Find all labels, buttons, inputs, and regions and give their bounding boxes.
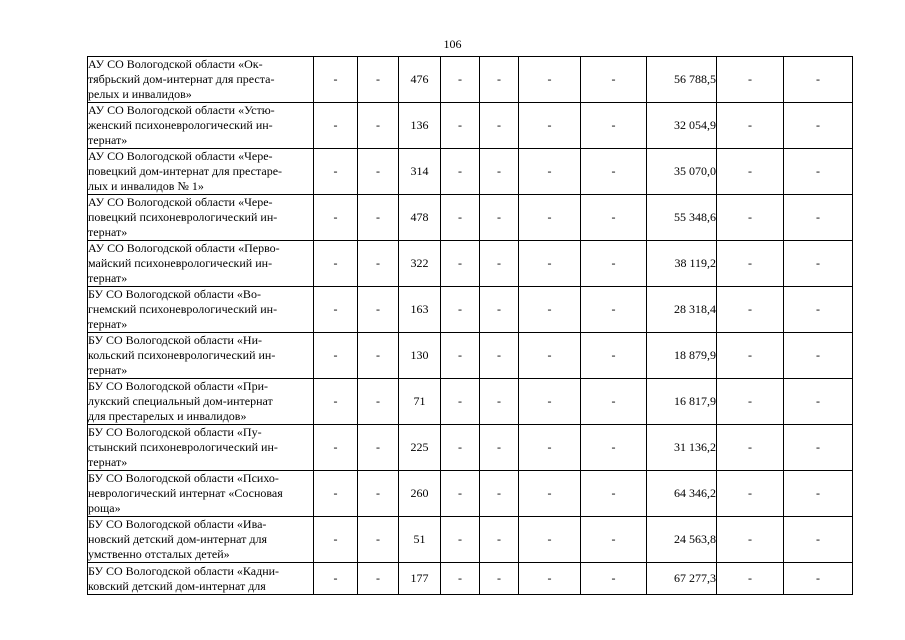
table-cell: -	[581, 195, 647, 241]
table-cell: -	[441, 241, 480, 287]
table-cell: -	[784, 149, 853, 195]
table-cell: -	[480, 517, 519, 563]
count-cell: 478	[399, 195, 441, 241]
table-cell: -	[581, 149, 647, 195]
table-cell: -	[441, 287, 480, 333]
table-cell: -	[314, 425, 358, 471]
count-cell: 260	[399, 471, 441, 517]
table-cell: -	[358, 241, 399, 287]
count-cell: 476	[399, 57, 441, 103]
table-cell: -	[784, 425, 853, 471]
table-cell: -	[784, 195, 853, 241]
table-cell: -	[581, 287, 647, 333]
table-row	[88, 241, 853, 287]
count-cell: 177	[399, 563, 441, 595]
table-cell: -	[441, 379, 480, 425]
institution-name: АУ СО Вологодской области «Чере- повецкий дом-интернат для престаре- лых и инвалидов № 1»	[88, 149, 314, 195]
table-cell: -	[784, 517, 853, 563]
table-cell: -	[519, 563, 581, 595]
amount-cell: 28 318,4	[647, 287, 717, 333]
table-cell: -	[480, 241, 519, 287]
table-cell: -	[581, 425, 647, 471]
count-cell: 314	[399, 149, 441, 195]
table-row	[88, 149, 853, 195]
table-cell: -	[784, 57, 853, 103]
table-cell: -	[441, 149, 480, 195]
table-cell: -	[717, 563, 784, 595]
table-cell: -	[314, 195, 358, 241]
table-cell: -	[480, 195, 519, 241]
table-cell: -	[480, 287, 519, 333]
institution-name: БУ СО Вологодской области «Ни- кольский психоневрологический ин- тернат»	[88, 333, 314, 379]
institution-name: БУ СО Вологодской области «Пу- стынский психоневрологический ин- тернат»	[88, 425, 314, 471]
table-cell: -	[717, 425, 784, 471]
table-cell: -	[314, 241, 358, 287]
table-cell: -	[441, 195, 480, 241]
table-cell: -	[581, 471, 647, 517]
table-cell: -	[480, 471, 519, 517]
table-cell: -	[784, 287, 853, 333]
table-row	[88, 103, 853, 149]
table-cell: -	[519, 195, 581, 241]
count-cell: 322	[399, 241, 441, 287]
table-cell: -	[784, 471, 853, 517]
count-cell: 163	[399, 287, 441, 333]
amount-cell: 18 879,9	[647, 333, 717, 379]
amount-cell: 32 054,9	[647, 103, 717, 149]
table-cell: -	[581, 57, 647, 103]
table-cell: -	[358, 425, 399, 471]
table-cell: -	[358, 471, 399, 517]
table-cell: -	[519, 517, 581, 563]
table-cell: -	[784, 379, 853, 425]
amount-cell: 35 070,0	[647, 149, 717, 195]
count-cell: 71	[399, 379, 441, 425]
table-cell: -	[581, 517, 647, 563]
amount-cell: 55 348,6	[647, 195, 717, 241]
table-cell: -	[717, 287, 784, 333]
amount-cell: 24 563,8	[647, 517, 717, 563]
table-cell: -	[519, 57, 581, 103]
table-cell: -	[441, 57, 480, 103]
table-cell: -	[519, 425, 581, 471]
amount-cell: 56 788,5	[647, 57, 717, 103]
table-cell: -	[717, 103, 784, 149]
table-cell: -	[314, 563, 358, 595]
table-row	[88, 379, 853, 425]
table-row	[88, 471, 853, 517]
table-cell: -	[717, 379, 784, 425]
table-cell: -	[314, 57, 358, 103]
table-cell: -	[519, 149, 581, 195]
table-cell: -	[581, 563, 647, 595]
table-cell: -	[314, 149, 358, 195]
table-cell: -	[314, 517, 358, 563]
table-cell: -	[581, 241, 647, 287]
page-number: 106	[443, 37, 462, 51]
table-cell: -	[519, 471, 581, 517]
table-cell: -	[314, 287, 358, 333]
table-cell: -	[717, 333, 784, 379]
table-cell: -	[519, 379, 581, 425]
table-row	[88, 57, 853, 103]
table-cell: -	[441, 425, 480, 471]
count-cell: 136	[399, 103, 441, 149]
table-cell: -	[480, 379, 519, 425]
amount-cell: 31 136,2	[647, 425, 717, 471]
table-cell: -	[441, 333, 480, 379]
table-cell: -	[480, 57, 519, 103]
table-cell: -	[717, 57, 784, 103]
table-cell: -	[314, 379, 358, 425]
institution-name: БУ СО Вологодской области «При- лукский специальный дом-интернат для престарелых и инвалидов»	[88, 379, 314, 425]
count-cell: 225	[399, 425, 441, 471]
institution-name: АУ СО Вологодской области «Чере- повецкий психоневрологический ин- тернат»	[88, 195, 314, 241]
table-cell: -	[717, 195, 784, 241]
table-row	[88, 563, 853, 595]
table-cell: -	[519, 333, 581, 379]
amount-cell: 67 277,3	[647, 563, 717, 595]
table-cell: -	[581, 333, 647, 379]
institution-name: БУ СО Вологодской области «Психо- неврологический интернат «Сосновая роща»	[88, 471, 314, 517]
amount-cell: 38 119,2	[647, 241, 717, 287]
table-cell: -	[784, 241, 853, 287]
count-cell: 130	[399, 333, 441, 379]
table-cell: -	[441, 471, 480, 517]
table-cell: -	[314, 471, 358, 517]
table-cell: -	[717, 517, 784, 563]
institutions-table	[87, 56, 853, 595]
table-cell: -	[358, 57, 399, 103]
table-cell: -	[358, 563, 399, 595]
institution-name: БУ СО Вологодской области «Ива- новский детский дом-интернат для умственно отсталых детей»	[88, 517, 314, 563]
table-cell: -	[358, 287, 399, 333]
table-cell: -	[480, 103, 519, 149]
table-row	[88, 425, 853, 471]
table-row	[88, 287, 853, 333]
institution-name: БУ СО Вологодской области «Во- гнемский психоневрологический ин- тернат»	[88, 287, 314, 333]
table-cell: -	[717, 149, 784, 195]
table-cell: -	[784, 333, 853, 379]
table-row	[88, 195, 853, 241]
count-cell: 51	[399, 517, 441, 563]
table-cell: -	[519, 103, 581, 149]
table-cell: -	[480, 333, 519, 379]
table-row	[88, 517, 853, 563]
table-cell: -	[717, 241, 784, 287]
table-cell: -	[358, 379, 399, 425]
table-cell: -	[358, 195, 399, 241]
table-cell: -	[480, 149, 519, 195]
table-cell: -	[519, 241, 581, 287]
amount-cell: 64 346,2	[647, 471, 717, 517]
table-cell: -	[717, 471, 784, 517]
institution-name: АУ СО Вологодской области «Устю- женский психоневрологический ин- тернат»	[88, 103, 314, 149]
institution-name: АУ СО Вологодской области «Перво- майский психоневрологический ин- тернат»	[88, 241, 314, 287]
institution-name: АУ СО Вологодской области «Ок- тябрьский дом-интернат для преста- релых и инвалидов»	[88, 57, 314, 103]
table-cell: -	[480, 425, 519, 471]
table-row	[88, 333, 853, 379]
table-cell: -	[441, 563, 480, 595]
table-cell: -	[441, 517, 480, 563]
amount-cell: 16 817,9	[647, 379, 717, 425]
table-cell: -	[784, 103, 853, 149]
table-cell: -	[358, 333, 399, 379]
table-cell: -	[784, 563, 853, 595]
table-cell: -	[519, 287, 581, 333]
table-cell: -	[441, 103, 480, 149]
table-cell: -	[581, 103, 647, 149]
table-cell: -	[358, 517, 399, 563]
table-cell: -	[358, 149, 399, 195]
institution-name: БУ СО Вологодской области «Кадни- ковский детский дом-интернат для	[88, 563, 314, 595]
table-cell: -	[358, 103, 399, 149]
table-cell: -	[314, 333, 358, 379]
table-cell: -	[581, 379, 647, 425]
table-cell: -	[314, 103, 358, 149]
table-cell: -	[480, 563, 519, 595]
